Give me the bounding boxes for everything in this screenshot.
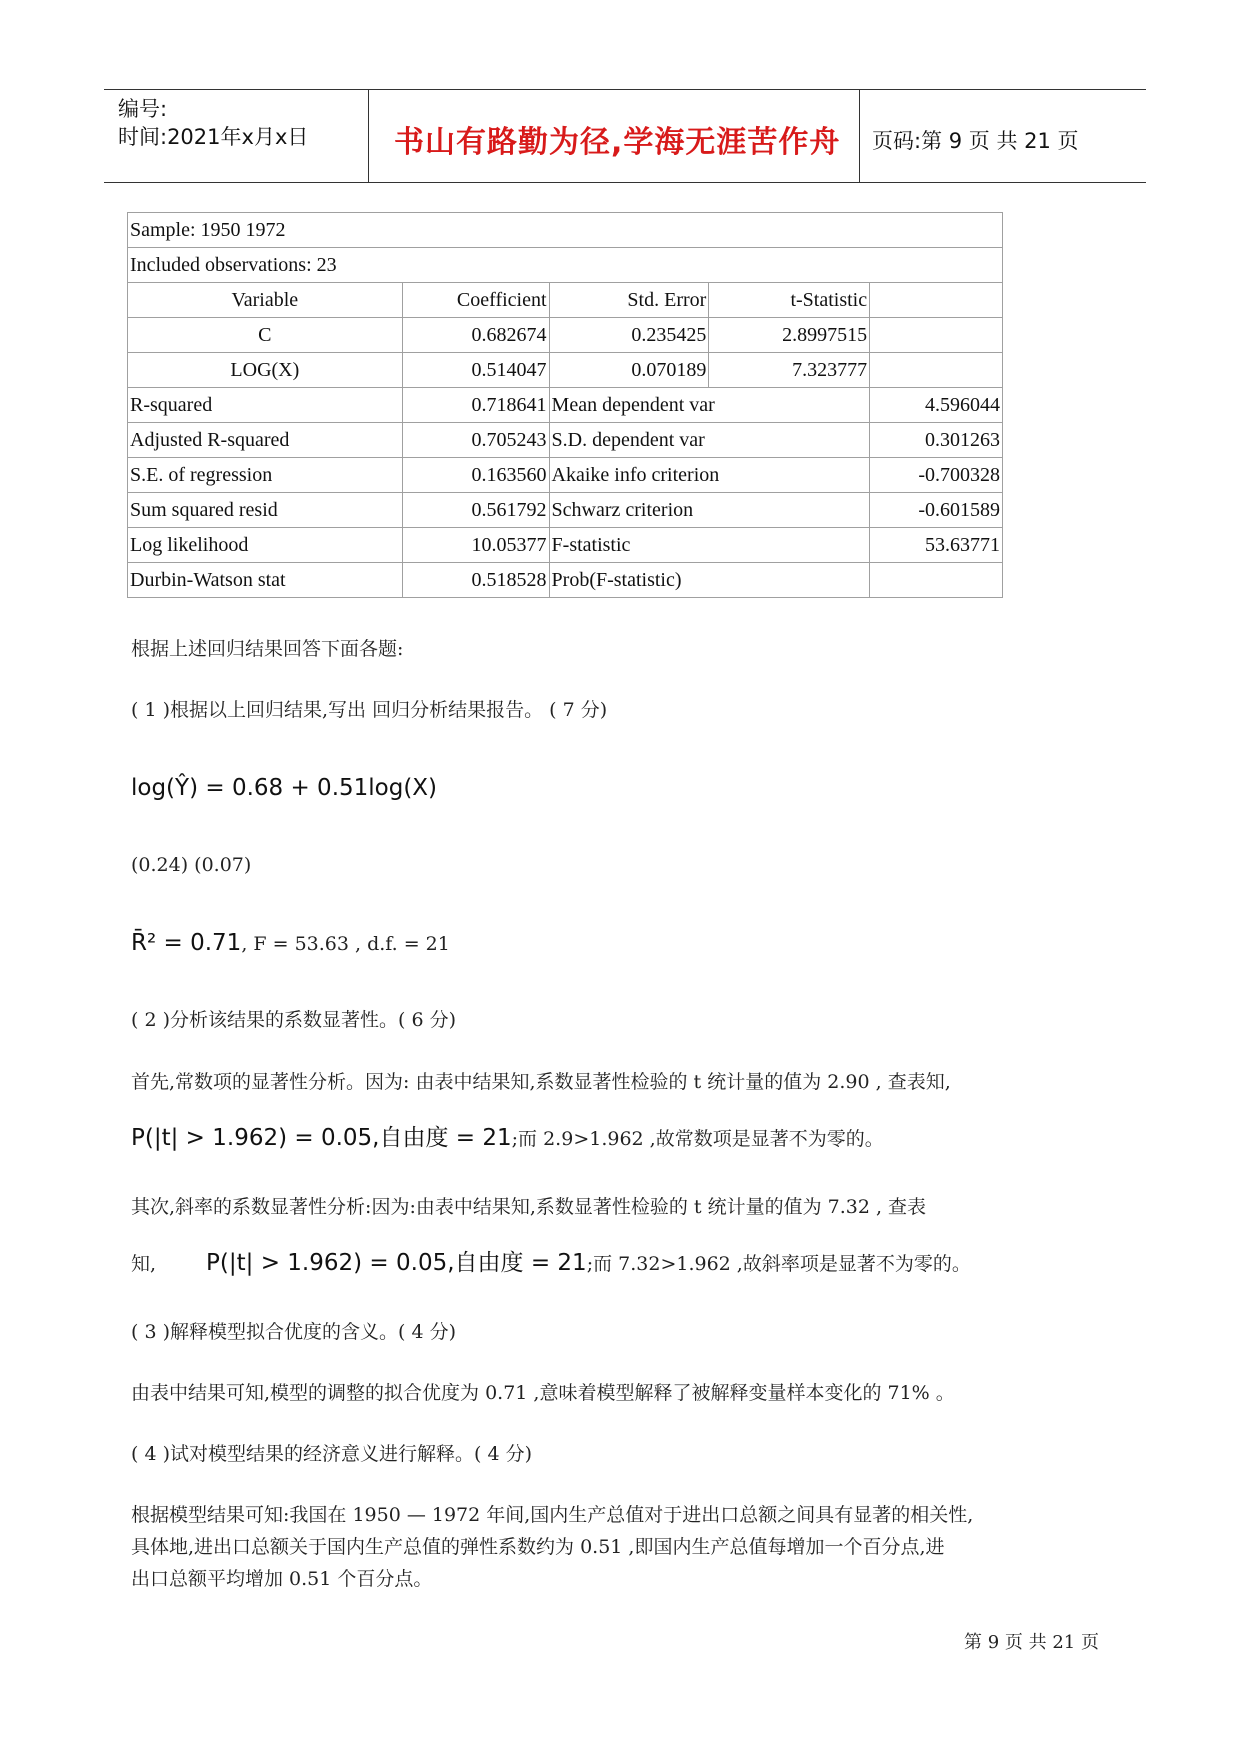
column-header: Std. Error — [549, 283, 709, 318]
regression-equation: log(Ŷ) = 0.68 + 0.51log(X) — [131, 775, 438, 801]
table-cell: R-squared — [128, 388, 403, 423]
header-divider-right — [859, 90, 860, 183]
header-divider-left — [368, 90, 369, 183]
f-stat-df-text: , F = 53.63 , d.f. = 21 — [241, 933, 450, 955]
table-row — [128, 563, 1003, 598]
answer-2-line-2 — [131, 1122, 884, 1155]
answer-2b-line-1: 其次,斜率的系数显著性分析:因为:由表中结果知,系数显著性检验的 t 统计量的值为 7.32 , 查表 — [131, 1196, 927, 1218]
answer-4-line-2: 具体地,进出口总额关于国内生产总值的弹性系数约为 0.51 ,即国内生产总值每增加一个百分点,进 — [131, 1536, 945, 1558]
question-1: ( 1 )根据以上回归结果,写出 回归分析结果报告。 ( 7 分) — [131, 699, 608, 721]
header-bottom-rule — [104, 182, 1146, 183]
answer-2b-line-2 — [131, 1247, 971, 1280]
table-cell: Sum squared resid — [128, 493, 403, 528]
table-cell — [870, 318, 1003, 353]
table-cell: Adjusted R-squared — [128, 423, 403, 458]
table-cell: 2.8997515 — [709, 318, 870, 353]
table-row — [128, 248, 1003, 283]
observations-cell: Included observations: 23 — [128, 248, 1003, 283]
table-row — [128, 458, 1003, 493]
table-row — [128, 423, 1003, 458]
column-header: t-Statistic — [709, 283, 870, 318]
adjusted-r2-formula: R̄² = 0.71 — [131, 930, 242, 956]
table-cell: 0.514047 — [402, 353, 549, 388]
table-cell: Durbin-Watson stat — [128, 563, 403, 598]
table-header-row — [128, 283, 1003, 318]
table-cell: 0.163560 — [402, 458, 549, 493]
table-row — [128, 318, 1003, 353]
header-time-label: 时间:2021年x月x日 — [118, 125, 309, 149]
table-cell: -0.601589 — [870, 493, 1003, 528]
column-header — [870, 283, 1003, 318]
question-2: ( 2 )分析该结果的系数显著性。( 6 分) — [131, 1009, 456, 1031]
answer-4-line-1: 根据模型结果可知:我国在 1950 — 1972 年间,国内生产总值对于进出口总额之间具有显著的相关性, — [131, 1504, 974, 1526]
sample-cell: Sample: 1950 1972 — [128, 213, 1003, 248]
table-row — [128, 353, 1003, 388]
table-cell: C — [128, 318, 403, 353]
column-header: Coefficient — [402, 283, 549, 318]
table-cell: 0.705243 — [402, 423, 549, 458]
table-cell: Akaike info criterion — [549, 458, 870, 493]
table-cell: Log likelihood — [128, 528, 403, 563]
table-row — [128, 213, 1003, 248]
table-cell: Mean dependent var — [549, 388, 870, 423]
probability-formula: P(|t| > 1.962) = 0.05,自由度 = 21 — [206, 1250, 587, 1276]
question-4: ( 4 )试对模型结果的经济意义进行解释。( 4 分) — [131, 1443, 532, 1465]
table-cell: 0.235425 — [549, 318, 709, 353]
table-row — [128, 388, 1003, 423]
table-cell: 53.63771 — [870, 528, 1003, 563]
standard-errors: (0.24) (0.07) — [131, 854, 252, 876]
regression-table — [127, 212, 1003, 598]
question-3: ( 3 )解释模型拟合优度的含义。( 4 分) — [131, 1321, 456, 1343]
intro-text: 根据上述回归结果回答下面各题: — [131, 638, 404, 660]
header-number-label: 编号: — [118, 97, 168, 121]
table-cell: -0.700328 — [870, 458, 1003, 493]
header-top-rule — [104, 89, 1146, 90]
table-cell: 0.301263 — [870, 423, 1003, 458]
table-cell: 0.561792 — [402, 493, 549, 528]
header-page-label: 页码:第 9 页 共 21 页 — [872, 129, 1079, 153]
table-cell: 0.718641 — [402, 388, 549, 423]
table-cell: 10.05377 — [402, 528, 549, 563]
table-cell: 0.070189 — [549, 353, 709, 388]
fit-statistics-line — [131, 927, 450, 960]
answer-2b-prefix: 知, — [131, 1253, 157, 1275]
table-cell: F-statistic — [549, 528, 870, 563]
page-footer: 第 9 页 共 21 页 — [964, 1632, 1099, 1653]
probability-formula: P(|t| > 1.962) = 0.05,自由度 = 21 — [131, 1125, 512, 1151]
table-cell: 7.323777 — [709, 353, 870, 388]
table-cell: Prob(F-statistic) — [549, 563, 870, 598]
answer-2b-conclusion: ;而 7.32>1.962 ,故斜率项是显著不为零的。 — [586, 1253, 971, 1275]
table-cell — [870, 563, 1003, 598]
answer-4-line-3: 出口总额平均增加 0.51 个百分点。 — [131, 1568, 433, 1590]
table-cell: 0.518528 — [402, 563, 549, 598]
table-cell: S.E. of regression — [128, 458, 403, 493]
table-cell — [870, 353, 1003, 388]
column-header: Variable — [128, 283, 403, 318]
answer-3: 由表中结果可知,模型的调整的拟合优度为 0.71 ,意味着模型解释了被解释变量样本变化的 71% 。 — [131, 1382, 955, 1404]
table-cell: 0.682674 — [402, 318, 549, 353]
table-cell: Schwarz criterion — [549, 493, 870, 528]
answer-2-conclusion: ;而 2.9>1.962 ,故常数项是显著不为零的。 — [511, 1128, 884, 1150]
table-cell: S.D. dependent var — [549, 423, 870, 458]
table-row — [128, 528, 1003, 563]
answer-2-line-1: 首先,常数项的显著性分析。因为: 由表中结果知,系数显著性检验的 t 统计量的值为 2.90 , 查表知, — [131, 1071, 951, 1093]
table-cell: 4.596044 — [870, 388, 1003, 423]
table-cell: LOG(X) — [128, 353, 403, 388]
table-row — [128, 493, 1003, 528]
header-title: 书山有路勤为径,学海无涯苦作舟 — [394, 125, 841, 160]
